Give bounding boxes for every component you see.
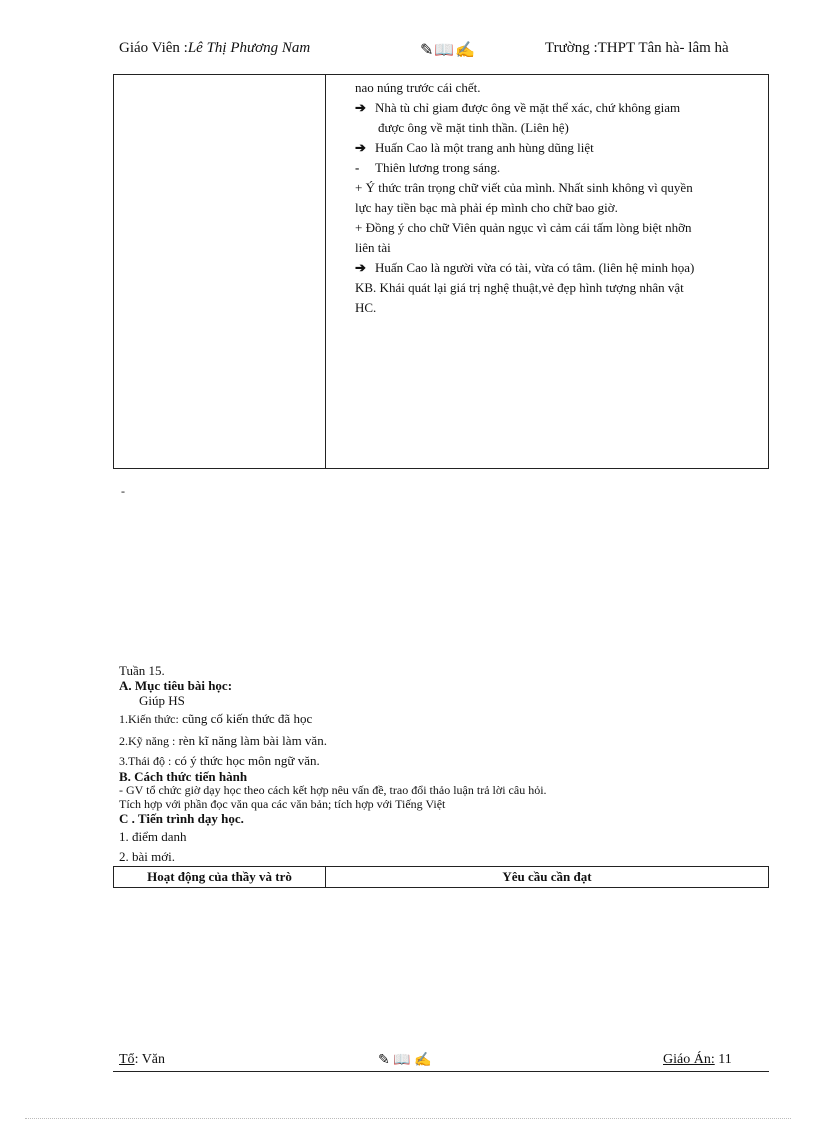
dash-bullet: - — [355, 160, 360, 175]
stray-dash: - — [121, 484, 125, 498]
header-teacher — [119, 40, 310, 57]
footer-subject: Tổ: Văn — [119, 1052, 166, 1067]
step-2: 2. bài mới. — [119, 849, 175, 864]
teacher-name: Lê Thị Phương Nam — [187, 40, 311, 56]
content-line-arrow: ➔ Huấn Cao là người vừa có tài, vừa có tâm. (liên hệ minh họa) — [355, 258, 755, 278]
content-line-arrow: ➔ Nhà tù chỉ giam được ông về mặt thể xác, chứ không giam — [355, 98, 755, 118]
content-line: KB. Khái quát lại giá trị nghệ thuật,vẻ đẹp hình tượng nhân vật — [355, 280, 684, 295]
section-b-heading: B. Cách thức tiến hành — [119, 769, 248, 784]
method-line-2: Tích hợp với phần đọc văn qua các văn bản; tích hợp với Tiếng Việt — [119, 797, 446, 811]
teacher-label: Giáo Viên : — [119, 40, 188, 56]
content-line: nao núng trước cái chết. — [355, 80, 481, 95]
header-ornament-icon: ✎📖✍ — [420, 42, 477, 59]
activity-table-header — [113, 866, 769, 888]
footer-rule — [113, 1071, 769, 1072]
footer-plan: Giáo Án: 11 — [663, 1052, 732, 1067]
arrow-icon: ➔ — [355, 140, 366, 155]
table-cell-content — [355, 78, 755, 318]
skill-line: 2.Kỹ năng : rèn kĩ năng làm bài làm văn. — [119, 733, 327, 748]
header-school: Trường :THPT Tân hà- lâm hà — [545, 40, 729, 56]
help-text: Giúp HS — [139, 693, 185, 708]
content-line: được ông về mặt tinh thần. (Liên hệ) — [378, 120, 569, 135]
content-line: liên tài — [355, 240, 391, 255]
knowledge-line: 1.Kiến thức: cũng cố kiến thức đã học — [119, 711, 313, 726]
content-line: lực hay tiền bạc mà phải ép mình cho chữ bao giờ. — [355, 200, 618, 215]
content-line: + Ý thức trân trọng chữ viết của mình. Nhất sinh không vì quyền — [355, 180, 693, 195]
step-1: 1. điểm danh — [119, 829, 187, 844]
arrow-icon: ➔ — [355, 100, 366, 115]
section-c-heading: C . Tiến trình dạy học. — [119, 811, 244, 826]
content-line-arrow: ➔ Huấn Cao là một trang anh hùng dũng liệt — [355, 138, 755, 158]
column-divider — [325, 74, 326, 468]
table-header-activity: Hoạt động của thầy và trò — [114, 867, 326, 887]
table-header-requirement: Yêu cầu cần đạt — [502, 869, 592, 884]
content-line: + Đồng ý cho chữ Viên quản ngục vì cảm cái tấm lòng biệt nhỡn — [355, 220, 692, 235]
page-edge — [25, 1118, 791, 1119]
method-line-1: - GV tổ chức giờ dạy học theo cách kết hợp nêu vấn đề, trao đổi thảo luận trả lời câu hỏi. — [119, 783, 547, 797]
week-label: Tuần 15. — [119, 663, 165, 678]
content-line-dash: - Thiên lương trong sáng. — [355, 158, 755, 178]
attitude-line: 3.Thái độ : có ý thức học môn ngữ văn. — [119, 753, 320, 768]
section-a-heading: A. Mục tiêu bài học: — [119, 678, 233, 693]
footer-ornament-icon: ✎ 📖 ✍ — [378, 1053, 432, 1068]
content-line: HC. — [355, 300, 377, 315]
arrow-icon: ➔ — [355, 260, 366, 275]
